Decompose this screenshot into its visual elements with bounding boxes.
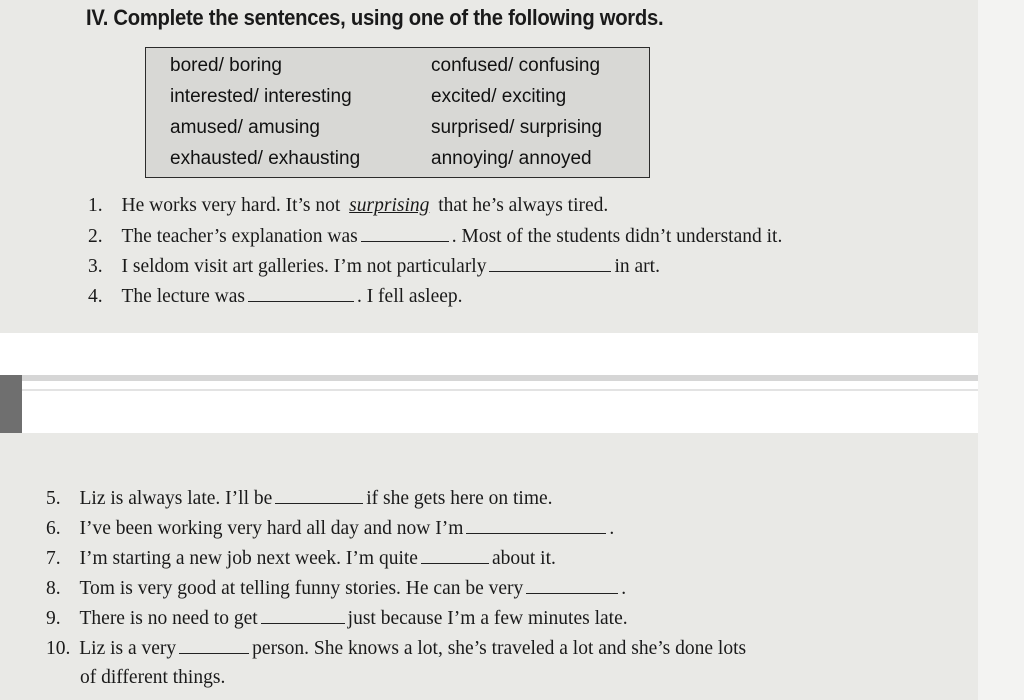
item-text: I’ve been working very hard all day and now I’m [79, 518, 464, 539]
item-number: 10. [46, 638, 71, 659]
exercise-item-8 [46, 577, 626, 600]
answer-blank[interactable] [361, 225, 449, 242]
word-option: amused/ amusing [170, 117, 320, 138]
item-number: 9. [46, 608, 61, 629]
item-number: 5. [46, 488, 61, 509]
item-text: about it. [491, 548, 556, 569]
item-number: 7. [46, 548, 61, 569]
exercise-item-7 [46, 547, 556, 570]
item-text: I’m starting a new job next week. I’m quite [79, 548, 418, 569]
word-option: confused/ confusing [431, 55, 601, 76]
exercise-item-5 [46, 487, 553, 510]
page-margin [978, 0, 1024, 700]
item-text: Tom is very good at telling funny stories. He can be very [79, 578, 524, 599]
item-number: 8. [46, 578, 61, 599]
answer-blank[interactable] [489, 255, 611, 272]
answer-blank[interactable] [248, 285, 354, 302]
page-gap [0, 333, 978, 433]
page-divider-shadow [22, 389, 978, 391]
item-text: Liz is a very [79, 638, 177, 659]
page-divider [22, 375, 978, 381]
item-text: that he’s always tired. [438, 195, 609, 216]
exercise-item-10-continued: of different things. [80, 667, 226, 688]
word-box [145, 47, 650, 178]
exercise-item-10 [46, 637, 746, 660]
answer-blank[interactable] [421, 547, 489, 564]
item-text: . I fell asleep. [356, 286, 463, 307]
item-text: in art. [614, 256, 660, 277]
item-text: if she gets here on time. [366, 488, 553, 509]
word-option: surprised/ surprising [431, 117, 603, 138]
item-text: The teacher’s explanation was [121, 226, 358, 247]
answer-blank[interactable] [526, 577, 618, 594]
item-text: . [609, 518, 615, 539]
exercise-item-2 [88, 225, 782, 248]
filled-answer: surprising [349, 195, 430, 216]
answer-blank[interactable] [275, 487, 363, 504]
exercise-item-1 [88, 195, 608, 217]
exercise-item-6 [46, 517, 614, 540]
word-option: exhausted/ exhausting [170, 148, 361, 169]
item-number: 2. [88, 226, 103, 247]
word-option: bored/ boring [170, 55, 282, 76]
item-number: 3. [88, 256, 103, 277]
answer-blank[interactable] [179, 637, 249, 654]
word-option: annoying/ annoyed [431, 148, 592, 169]
item-text: There is no need to get [79, 608, 258, 629]
item-text: He works very hard. It’s not [121, 195, 341, 216]
item-number: 4. [88, 286, 103, 307]
exercise-item-9 [46, 607, 628, 630]
word-option: interested/ interesting [170, 86, 352, 107]
answer-blank[interactable] [466, 517, 606, 534]
item-text: just because I’m a few minutes late. [347, 608, 628, 629]
item-text: person. She knows a lot, she’s traveled a lot and she’s done lots [252, 638, 747, 659]
item-text: I seldom visit art galleries. I’m not particularly [121, 256, 487, 277]
item-text: Liz is always late. I’ll be [79, 488, 273, 509]
exercise-item-4 [88, 285, 463, 308]
item-number: 1. [88, 195, 103, 216]
item-number: 6. [46, 518, 61, 539]
exercise-item-3 [88, 255, 660, 278]
item-text: The lecture was [121, 286, 245, 307]
word-option: excited/ exciting [431, 86, 567, 107]
item-text: . [621, 578, 627, 599]
answer-blank[interactable] [261, 607, 345, 624]
section-heading: IV. Complete the sentences, using one of the following words. [86, 5, 664, 30]
item-text: . Most of the students didn’t understand it. [451, 226, 783, 247]
page-edge-shadow [0, 375, 22, 433]
